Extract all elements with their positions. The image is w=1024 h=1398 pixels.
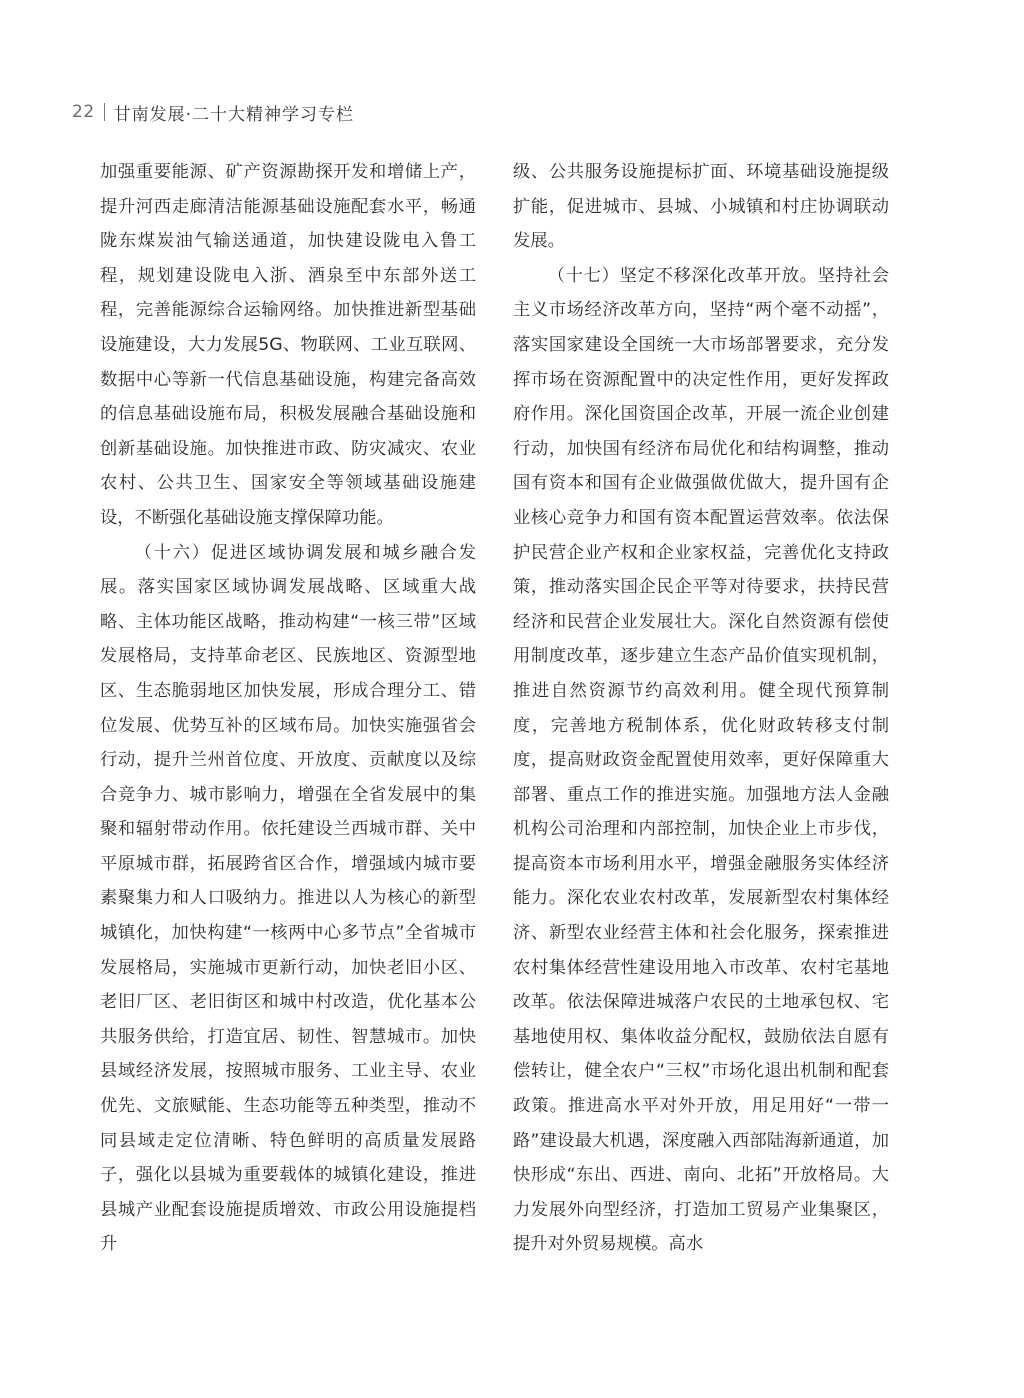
right-column bbox=[513, 155, 889, 1262]
paragraph: （十七）坚定不移深化改革开放。坚持社会主义市场经济改革方向，坚持“两个毫不动摇”，落实国家建设全国统一大市场部署要求，充分发挥市场在资源配置中的决定性作用，更好发挥政府作用。深化国资国企改革，开展一流企业创建行动，加快国有经济布局优化和结构调整，推动国有资本和国有企业做强做优做大，提升国有企业核心竞争力和国有资本配置运营效率。依法保护民营企业产权和企业家权益，完善优化支持政策，推动落实国企民企平等对待要求，扶持民营经济和民营企业发展壮大。深化自然资源有偿使用制度改革，逐步建立生态产品价值实现机制，推进自然资源节约高效利用。健全现代预算制度，完善地方税制体系，优化财政转移支付制度，提高财政资金配置使用效率，更好保障重大部署、重点工作的推进实施。加强地方法人金融机构公司治理和内部控制，加快企业上市步伐，提高资本市场利用水平，增强金融服务实体经济能力。深化农业农村改革，发展新型农村集体经济、新型农业经营主体和社会化服务，探索推进农村集体经营性建设用地入市改革、农村宅基地改革。依法保障进城落户农民的土地承包权、宅基地使用权、集体收益分配权，鼓励依法自愿有偿转让，健全农户“三权”市场化退出机制和配套政策。推进高水平对外开放，用足用好“一带一路”建设最大机遇，深度融入西部陆海新通道，加快形成“东出、西进、南向、北拓”开放格局。大力发展外向型经济，打造加工贸易产业集聚区，提升对外贸易规模。高水 bbox=[513, 265, 889, 1255]
page-number: 22 bbox=[72, 102, 95, 122]
paragraph: （十六）促进区域协调发展和城乡融合发展。落实国家区域协调发展战略、区域重大战略、主体功能区战略，推动构建“一核三带”区域发展格局，支持革命老区、民族地区、资源型地区、生态脆弱地区加快发展，形成合理分工、错位发展、优势互补的区域布局。加快实施强省会行动，提升兰州首位度、开放度、贡献度以及综合竞争力、城市影响力，增强在全省发展中的集聚和辐射带动作用。依托建设兰西城市群、关中平原城市群，拓展跨省区合作，增强域内城市要素聚集力和人口吸纳力。推进以人为核心的新型城镇化，加快构建“一核两中心多节点”全省城市发展格局，实施城市更新行动，加快老旧小区、老旧厂区、老旧街区和城中村改造，优化基本公共服务供给，打造宜居、韧性、智慧城市。加快县域经济发展，按照城市服务、工业主导、农业优先、文旅赋能、生态功能等五种类型，推动不同县域走定位清晰、特色鲜明的高质量发展路子，强化以县城为重要载体的城镇化建设，推进县城产业配套设施提质增效、市政公用设施提档升 bbox=[100, 542, 476, 1255]
paragraph: 级、公共服务设施提标扩面、环境基础设施提级扩能，促进城市、县城、小城镇和村庄协调联动发展。 bbox=[513, 162, 889, 252]
header-divider bbox=[104, 103, 105, 121]
left-column bbox=[100, 155, 476, 1262]
running-header bbox=[72, 100, 354, 124]
running-title: 甘南发展·二十大精神学习专栏 bbox=[113, 104, 355, 125]
paragraph: 加强重要能源、矿产资源勘探开发和增储上产，提升河西走廊清洁能源基础设施配套水平，畅通陇东煤炭油气输送通道，加快建设陇电入鲁工程，规划建设陇电入浙、酒泉至中东部外送工程，完善能源综合运输网络。加快推进新型基础设施建设，大力发展5G、物联网、工业互联网、数据中心等新一代信息基础设施，构建完备高效的信息基础设施布局，积极发展融合基础设施和创新基础设施。加快推进市政、防灾减灾、农业农村、公共卫生、国家安全等领域基础设施建设，不断强化基础设施支撑保障功能。 bbox=[100, 162, 476, 528]
